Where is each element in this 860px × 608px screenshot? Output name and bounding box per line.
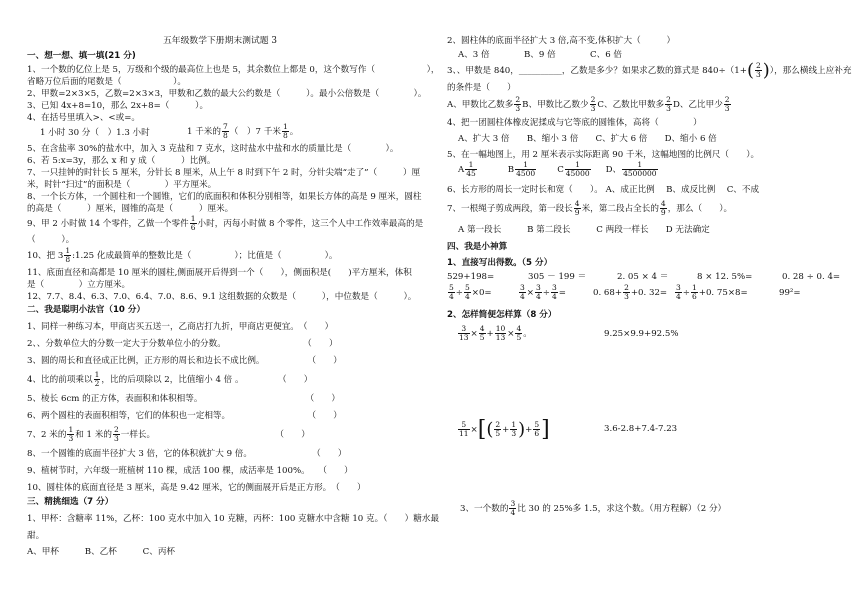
fraction xyxy=(691,284,698,301)
calc-2c xyxy=(593,282,667,304)
fraction xyxy=(479,325,486,342)
q5-text: 5、在含盐率 30%的盐水中，加入 3 克盐和 7 克水，这时盐水中盐和水的质量比是（ ）。 xyxy=(27,144,399,154)
numerator: 2 xyxy=(515,95,521,104)
calc-1c: 2. 05 × 4 ＝ xyxy=(617,272,669,282)
fraction xyxy=(465,161,477,178)
numerator: 1 xyxy=(68,425,74,434)
fraction xyxy=(464,284,471,301)
calc-2b-post: = xyxy=(558,288,566,298)
fraction xyxy=(494,421,501,438)
c5-label-a: A xyxy=(458,165,465,175)
j4-pre: 4、比的前项乘以 xyxy=(27,375,93,385)
numerator: 3 xyxy=(676,283,681,292)
fraction xyxy=(665,96,672,113)
q7-text: 7、一只挂钟的时针长 5 厘米，分针长 8 厘米，从上午 8 时到下午 2 时，分针尖端“走了”（ ）厘 xyxy=(27,168,421,178)
numerator: 4 xyxy=(479,324,485,333)
judge-3: 3、圆的周长和直径成正比例，正方形的周长和边长不成比例。 （ ） xyxy=(27,356,342,366)
fraction xyxy=(519,284,526,301)
fraction xyxy=(623,284,630,301)
denominator: 4 xyxy=(464,292,470,301)
numerator: 4 xyxy=(516,324,522,333)
open-paren: ( xyxy=(746,59,754,81)
expr-4: 3.6-2.8+7.4-7.23 xyxy=(604,424,678,434)
q1-text-b: 省略万位后面的尾数是（ ）。 xyxy=(27,77,186,87)
c3-option-c: C、乙数比甲数多 xyxy=(597,100,665,110)
q4b-text xyxy=(187,121,298,143)
denominator: 8 xyxy=(65,255,71,264)
choice-3-options xyxy=(447,94,732,116)
fraction xyxy=(448,284,455,301)
judge-6: 6、两个圆柱的表面积相等，它们的体积也一定相等。 （ ） xyxy=(27,411,342,421)
fraction xyxy=(282,123,289,140)
q9-text-b: （ ）。 xyxy=(27,235,75,245)
section-2-heading: 二、我是聪明小法官（10 分） xyxy=(27,305,146,315)
numerator: 2 xyxy=(755,61,761,70)
numerator: 1 xyxy=(94,370,100,379)
fraction xyxy=(510,421,517,438)
fraction xyxy=(565,161,591,178)
denominator: 3 xyxy=(515,104,521,113)
q2-text: 2、甲数=2×3×5，乙数=2×3×3，甲数和乙数的最大公约数是（ ）。最小公倍数是（ ）。 xyxy=(27,89,427,99)
calc-2c-pre: 0. 68+ xyxy=(593,288,623,298)
expr-1: $\frac{3}{13}$ × $\frac{4}{5}$ + $\frac{10}{13}$ × $\frac{4}{5}$ 。 xyxy=(459,324,532,342)
fraction xyxy=(535,284,542,301)
numerator: 1 xyxy=(511,420,517,429)
fraction xyxy=(551,284,558,301)
fraction xyxy=(509,500,516,517)
denominator: 4 xyxy=(449,292,454,301)
denominator: 5 xyxy=(516,333,522,342)
calc-1a: 529+198= xyxy=(447,272,495,282)
c3-option-d: D、乙比甲少 xyxy=(672,100,723,110)
numerator: 3 xyxy=(520,283,525,292)
calc-1d: 8 × 12. 5%= xyxy=(697,272,753,282)
fraction xyxy=(533,421,540,438)
judge-10: 10、圆柱体的底面直径是 3 厘米，高是 9.42 厘米，它的侧面展开后是正方形。 （ ） xyxy=(27,483,366,493)
c5-label-c: C xyxy=(557,165,564,175)
q4b-pre: 1 千米的 xyxy=(187,127,221,137)
denominator: 11 xyxy=(459,429,469,438)
denominator: 4 xyxy=(676,292,681,301)
fraction xyxy=(113,426,120,443)
choice-3 xyxy=(447,60,851,82)
q6-text: 6、若 5:x=3y，那么 x 和 y 成（ ）比例。 xyxy=(27,156,216,166)
q1-text: 1、一个数的亿位上是 5，万级和个级的最高位上也是 5，其余数位上都是 0，这个数写作（ ）， xyxy=(27,65,440,75)
page-title: 五年级数学下册期末测试题 3 xyxy=(163,36,277,46)
open-bracket: [ xyxy=(477,416,487,442)
numerator: 5 xyxy=(458,421,470,430)
numerator: 2 xyxy=(624,283,629,292)
c7-mid: 米，第二段占全长的 xyxy=(581,204,659,214)
calc-2e: 99²= xyxy=(779,288,801,298)
numerator: 2 xyxy=(666,95,671,104)
denominator: 4 xyxy=(520,292,525,301)
denominator: 3 xyxy=(724,104,730,113)
c5-label-b: B xyxy=(507,165,515,175)
judge-8: 8、一个圆锥的底面半径扩大 3 倍，它的体积就扩大 9 倍。 （ ） xyxy=(27,449,347,459)
denominator: 4500000 xyxy=(623,169,657,178)
denominator: 3 xyxy=(511,429,517,438)
choice-2: 2、圆柱体的底面半径扩大 3 倍,高不变,体积扩大（ ） xyxy=(447,36,676,46)
calc-1e: 0. 28 ÷ 0. 4= xyxy=(782,272,841,282)
numerator: 2 xyxy=(590,95,596,104)
numerator: 1 xyxy=(282,122,288,131)
subsection-1-heading: 1、直接写出得数。（5 分） xyxy=(447,258,553,268)
denominator: 13 xyxy=(495,333,506,342)
fraction xyxy=(622,161,657,178)
numerator: 7 xyxy=(222,122,228,131)
denominator: 6 xyxy=(534,429,540,438)
q9-pre: 9、甲 2 小时做 14 个零件，乙做一个零件 xyxy=(27,219,189,229)
numerator: 2 xyxy=(113,425,119,434)
judge-5: 5、棱长 6cm 的正方体，表面积和体积相等。 （ ） xyxy=(27,394,340,404)
choice-1-options: A、甲杯 B、乙杯 C、丙杯 xyxy=(27,547,176,557)
q4a-text: 1 小时 30 分（ ）1.3 小时 xyxy=(40,128,150,138)
subsection-2-heading: 2、怎样简便怎样算（8 分） xyxy=(447,310,557,320)
numerator: 5 xyxy=(449,283,454,292)
fraction xyxy=(755,62,762,79)
denominator: 3 xyxy=(68,434,74,443)
numerator: 1 xyxy=(190,214,196,223)
denominator: 9 xyxy=(574,208,580,217)
fraction xyxy=(574,200,581,217)
j4-post: ，比的后项除以 2，比值缩小 4 倍 。 （ ） xyxy=(101,375,313,385)
denominator: 4 xyxy=(535,292,541,301)
numerator: 1 xyxy=(65,246,71,255)
fraction xyxy=(724,96,731,113)
q11-text: 11、底面直径和高都是 10 厘米的圆柱,侧面展开后得到一个（ ），侧面积是( )平方厘米，体积 xyxy=(27,268,412,278)
numerator: 3 xyxy=(458,325,470,334)
s3-pre: 3、一个数的 xyxy=(460,504,509,514)
fraction xyxy=(675,284,682,301)
q8-text-b: 的高是（ ）厘米，圆锥的高是（ ）厘米。 xyxy=(27,204,234,214)
q10-pre: 10、把 3 xyxy=(27,251,64,261)
calc-2a-post: ×0= xyxy=(471,288,492,298)
choice-4-options: A、扩大 3 倍 B、缩小 3 倍 C、扩大 6 倍 D、缩小 6 倍 xyxy=(458,134,717,144)
calc-2d: $\frac{3}{4}$ ÷ $\frac{1}{6}$ +0. 75×8= xyxy=(676,283,748,301)
denominator: 13 xyxy=(459,333,469,342)
denominator: 3 xyxy=(113,434,119,443)
j7-post: 一样长。 （ ） xyxy=(120,430,310,440)
denominator: 8 xyxy=(222,131,228,140)
numerator: 2 xyxy=(724,95,730,104)
denominator: 45000 xyxy=(565,169,590,178)
choice-4: 4、把一团圆柱体橡皮泥揉成与它等底的圆锥体，高将（ ） xyxy=(447,118,702,128)
q4-text: 4、在括号里填入>、<或=。 xyxy=(27,113,141,123)
fraction xyxy=(515,325,522,342)
numerator: 3 xyxy=(551,283,557,292)
c7-pre: 7、一根绳子剪成两段，第一段长 xyxy=(447,204,573,214)
numerator: 1 xyxy=(565,161,591,170)
close-paren: ) xyxy=(762,59,770,81)
fraction xyxy=(514,96,521,113)
q10-post: :1.25 化成最简单的整数比是（ ）；比值是（ ）。 xyxy=(72,251,338,261)
q8-text: 8、一个长方体，一个圆柱和一个圆锥，它们的底面积和体积分别相等，如果长方体的高是 9 厘米，圆柱 xyxy=(27,192,422,202)
calc-2d-post: +0. 75×8= xyxy=(698,288,748,298)
denominator: 5 xyxy=(479,333,485,342)
word-problem-3 xyxy=(460,498,726,520)
denominator: 6 xyxy=(190,223,196,232)
numerator: 1 xyxy=(515,161,536,170)
fraction xyxy=(458,325,470,342)
denominator: 9 xyxy=(660,208,666,217)
q10-text xyxy=(27,245,338,267)
section-4-heading: 四、我是小神算 xyxy=(447,242,508,252)
fraction xyxy=(222,123,229,140)
close-bracket: ] xyxy=(541,416,550,442)
denominator: 2 xyxy=(94,379,100,388)
denominator: 6 xyxy=(691,292,697,301)
denominator: 3 xyxy=(666,104,671,113)
judge-9: 9、植树节时，六年级一班植树 110 棵，成活 100 棵，成活率是 100%。 （ ） xyxy=(27,466,353,476)
denominator: 8 xyxy=(282,131,288,140)
fraction xyxy=(64,247,71,264)
denominator: 3 xyxy=(755,70,761,79)
q4b-end: 。 xyxy=(289,127,299,137)
denominator: 45 xyxy=(466,169,476,178)
judge-1: 1、同样一种练习本，甲商店买五送一，乙商店打九折，甲商店更便宜。 （ ） xyxy=(27,322,334,332)
c3-pre: 3、、甲数是 840，__________，乙数是多少？如果求乙数的算式是 840÷（1+ xyxy=(447,66,747,76)
judge-2: 2、、分数单位大的分数一定大于分数单位小的分数。 （ ） xyxy=(27,339,338,349)
open-paren: ( xyxy=(486,418,494,440)
s3-post: 比 30 的 25%多 1.5，求这个数。（用方程解）（2 分） xyxy=(517,504,727,514)
fraction xyxy=(67,426,74,443)
q9-post: 小时，丙每小时做 8 个零件，这三个人中工作效率最高的是 xyxy=(197,219,424,229)
numerator: 3 xyxy=(535,283,541,292)
numerator: 3 xyxy=(510,499,516,508)
choice-5-options xyxy=(458,159,659,181)
fraction xyxy=(590,96,597,113)
expr-3: $\frac{5}{11}$ ×[( $\frac{2}{5}$ + $\frac{1}{3}$ )+ $\frac{5}{6}$ ] xyxy=(459,416,550,442)
c3-post: ），那么横线上应补充 xyxy=(769,66,852,76)
numerator: 10 xyxy=(495,324,506,333)
fraction xyxy=(94,371,101,388)
choice-2-options: A、3 倍 B、9 倍 C、6 倍 xyxy=(458,50,623,60)
q7-text-b: 米，时针“扫过”的面积是（ ）平方厘米。 xyxy=(27,180,217,190)
numerator: 4 xyxy=(574,199,580,208)
c5-label-d: D、 xyxy=(605,165,622,175)
fraction xyxy=(458,421,470,438)
denominator: 4 xyxy=(551,292,557,301)
c3-option-b: B、甲数比乙数少 xyxy=(522,100,589,110)
calc-2c-post: +0. 32= xyxy=(630,288,668,298)
fraction xyxy=(660,200,667,217)
calc-1b: 305 － 199 ＝ xyxy=(528,272,587,282)
choice-7-options: A 第一段长 B 第二段长 C 两段一样长 D 无法确定 xyxy=(458,225,710,235)
choice-1-b: 甜。 xyxy=(27,531,45,541)
q11-text-b: 是（ ）立方厘米。 xyxy=(27,280,131,290)
choice-7 xyxy=(447,198,732,220)
calc-2b: $\frac{3}{4}$ × $\frac{3}{4}$ ÷ $\frac{3}{4}$ = xyxy=(520,283,566,301)
numerator: 1 xyxy=(691,283,697,292)
fraction xyxy=(190,215,197,232)
close-paren: ) xyxy=(518,418,526,440)
q4b-post: （ ）7 千米 xyxy=(229,127,281,137)
numerator: 5 xyxy=(534,420,540,429)
fraction xyxy=(495,325,507,342)
numerator: 2 xyxy=(495,420,501,429)
numerator: 5 xyxy=(464,283,470,292)
section-1-heading: 一、想一想、填一填(21 分) xyxy=(27,51,136,61)
fraction xyxy=(515,161,536,178)
calc-2a: $\frac{5}{4}$ ÷ $\frac{5}{4}$ ×0= xyxy=(449,283,492,301)
expr-2: 9.25×9.9+92.5% xyxy=(604,329,679,339)
c3-option-a: A、甲数比乙数多 xyxy=(447,100,514,110)
denominator: 3 xyxy=(590,104,596,113)
denominator: 5 xyxy=(495,429,501,438)
numerator: 4 xyxy=(660,199,666,208)
c7-post: ，那么（ ）。 xyxy=(667,204,733,214)
choice-6: 6、长方形的周长一定时长和宽（ ）。 A、成正比例 B、成反比例 C、不成 xyxy=(447,185,760,195)
numerator: 1 xyxy=(465,161,477,170)
denominator: 4 xyxy=(510,508,516,517)
numerator: 1 xyxy=(622,161,657,170)
j7-mid: 和 1 米的 xyxy=(75,430,112,440)
judge-4 xyxy=(27,369,312,391)
choice-5: 5、在一幅地图上，用 2 厘米表示实际距离 90 千米，这幅地图的比例尺（ ）。 xyxy=(447,150,760,160)
q9-text xyxy=(27,213,423,235)
q3-text: 3、已知 4x+8=10，那么 2x+8=（ ）。 xyxy=(27,101,209,111)
choice-3-b: 的条件是（ ） xyxy=(447,83,516,93)
q12-text: 12、7.7、8.4、6.3、7.0、6.4、7.0、8.6、9.1 这组数据的众数是（ ），中位数是（ ）。 xyxy=(27,292,417,302)
judge-7 xyxy=(27,424,310,446)
denominator: 4500 xyxy=(516,169,536,178)
j7-pre: 7、2 米的 xyxy=(27,430,67,440)
choice-1: 1、甲杯：含糖率 11%，乙杯：100 克水中加入 10 克糖，丙杯：100 克糖水中含糖 10 克。（ ）糖水最 xyxy=(27,514,440,524)
section-3-heading: 三、精挑细选（7 分） xyxy=(27,497,114,507)
denominator: 3 xyxy=(624,292,629,301)
